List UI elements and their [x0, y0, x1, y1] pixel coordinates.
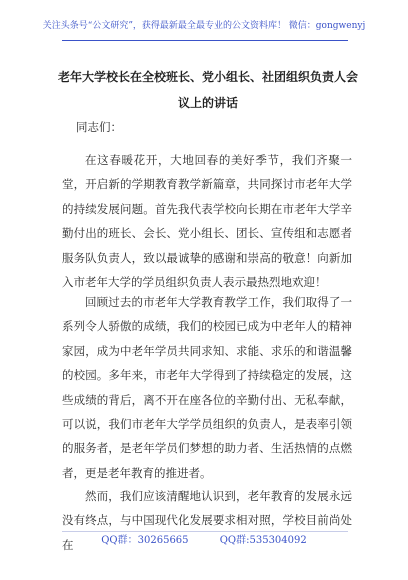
- header-note: 关注头条号“公文研究”，获得最新最全最专业的公文资料库！ 微信：gongwenyj: [42, 21, 366, 31]
- salutation: 同志们：: [76, 120, 122, 134]
- header-divider: [62, 40, 348, 41]
- footer: [0, 535, 408, 547]
- paragraph: 在这春暖花开，大地回春的美好季节，我们齐聚一堂，开启新的学期教育教学新篇章，共同探讨市老年大学的持续发展问题。首先我代表学校向长期在市老年大学辛勤付出的班长、会长、党小组长、团长、宣传组和志愿者服务队负责人，致以最诚挚的感谢和崇高的敬意！向新加入市老年大学的学员组织负责人表示最热烈地欢迎！: [62, 153, 352, 290]
- document-title: 老年大学校长在全校班长、党小组长、社团组织负责人会议上的讲话: [58, 70, 359, 110]
- paragraph: 回顾过去的市老年大学教育教学工作，我们取得了一系列令人骄傲的成绩，我们的校园已成为中老年人的精神家园，成为中老年学员共同求知、求能、求乐的和谐温馨的校园。多年来，市老年大学得到了持续稳定的发展，这些成绩的背后，离不开在座各位的辛勤付出、无私奉献，可以说，我们市老年大学学员组织的负责人，是表率引领的服务者，是老年学员们梦想的助力者、生活热情的点燃者，更是老年教育的推进者。: [62, 295, 352, 480]
- paragraph: 然而，我们应该清醒地认识到，老年教育的发展永远没有终点，与中国现代化发展要求相对照，学校目前尚处在: [62, 489, 352, 552]
- footer-qq-group-1: QQ群：30265665: [101, 535, 189, 546]
- footer-qq-group-2: QQ群:535304092: [219, 535, 307, 546]
- footer-divider: [62, 531, 348, 532]
